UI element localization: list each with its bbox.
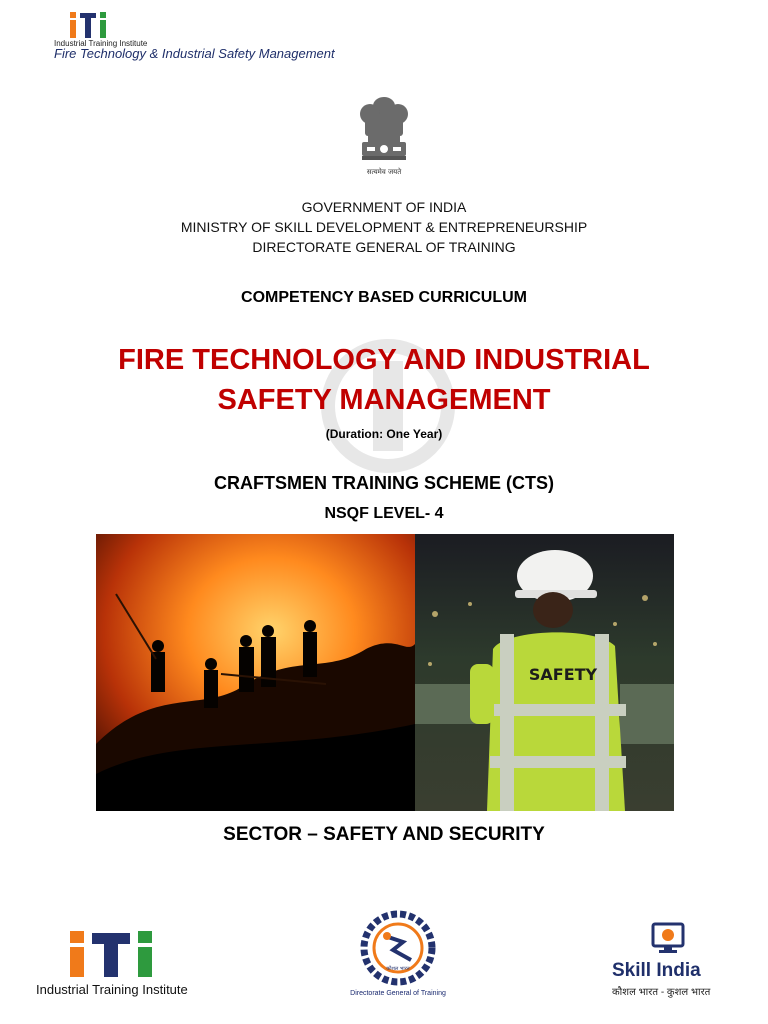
footer-iti-caption: Industrial Training Institute: [36, 982, 188, 997]
course-title-line-1: FIRE TECHNOLOGY AND INDUSTRIAL: [118, 344, 650, 376]
course-title: [0, 340, 768, 420]
footer-dgt-logo: [355, 908, 441, 1000]
national-emblem: [352, 92, 416, 180]
dgt-inner-text: कौशल भारत: [386, 966, 410, 972]
skill-india-icon: [650, 920, 686, 956]
gov-line-2: MINISTRY OF SKILL DEVELOPMENT & ENTREPRENEURSHIP: [180, 219, 588, 235]
curriculum-label: COMPETENCY BASED CURRICULUM: [241, 289, 527, 306]
scheme-name: CRAFTSMEN TRAINING SCHEME (CTS): [214, 473, 554, 493]
skill-india-tagline: कौशल भारत - कुशल भारत: [612, 987, 711, 998]
emblem-motto: सत्यमेव जयते: [366, 168, 402, 176]
header-iti-logo: [54, 10, 144, 40]
course-title-line-2: SAFETY MANAGEMENT: [217, 384, 551, 416]
firefighting-photo: [96, 534, 415, 811]
nsqf-level: NSQF LEVEL- 4: [324, 505, 444, 522]
footer-dgt-caption: Directorate General of Training: [350, 990, 446, 997]
cover-photos: [96, 534, 674, 811]
sector-title: SECTOR – SAFETY AND SECURITY: [223, 824, 545, 845]
header-logo-caption: Industrial Training Institute: [54, 39, 148, 48]
government-block: [0, 197, 768, 257]
safety-officer-photo: [415, 534, 674, 811]
vest-safety-text: SAFETY: [528, 665, 598, 684]
course-duration: (Duration: One Year): [325, 427, 443, 441]
header-running-title: Fire Technology & Industrial Safety Management: [54, 46, 335, 61]
gov-line-1: GOVERNMENT OF INDIA: [301, 199, 467, 215]
skill-india-wordmark: Skill India: [612, 960, 701, 981]
gov-line-3: DIRECTORATE GENERAL OF TRAINING: [252, 239, 516, 255]
